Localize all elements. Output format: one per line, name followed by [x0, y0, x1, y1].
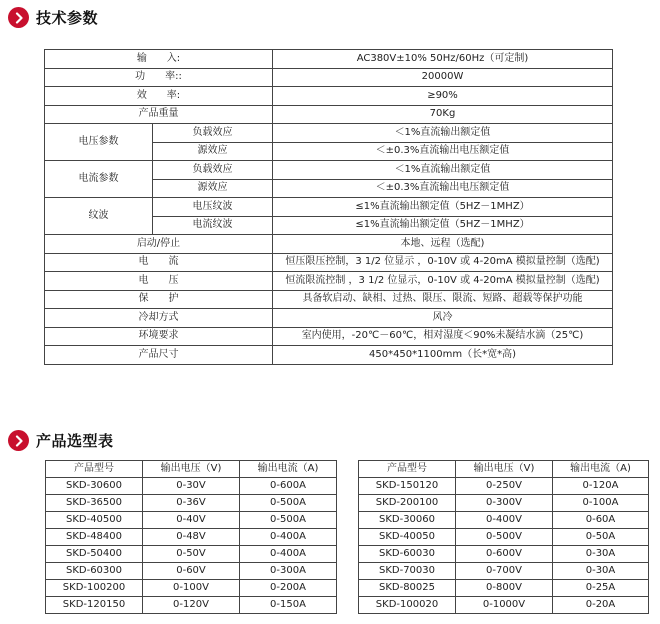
column-header: 输出电压（V) [456, 461, 553, 478]
spec-label: 电 压 [45, 272, 273, 291]
table-header-row [359, 461, 649, 478]
current-cell: 0-200A [240, 580, 337, 597]
spec-value: 室内使用，-20℃－60℃，相对湿度＜90%未凝结水滴（25℃) [273, 327, 613, 346]
model-cell: SKD-100200 [46, 580, 143, 597]
spec-title: 技术参数 [36, 9, 99, 27]
current-cell: 0-50A [553, 529, 649, 546]
spec-value: ≤1%直流输出额定值（5HZ－1MHZ） [273, 198, 613, 217]
spec-label: 效 率: [45, 87, 273, 106]
current-cell: 0-60A [553, 512, 649, 529]
voltage-cell: 0-1000V [456, 597, 553, 614]
voltage-cell: 0-48V [143, 529, 240, 546]
current-cell: 0-400A [240, 546, 337, 563]
spec-label: 冷却方式 [45, 309, 273, 328]
table-row [45, 161, 613, 180]
current-cell: 0-400A [240, 529, 337, 546]
voltage-cell: 0-100V [143, 580, 240, 597]
current-cell: 0-600A [240, 478, 337, 495]
table-row [45, 235, 613, 254]
voltage-cell: 0-36V [143, 495, 240, 512]
model-cell: SKD-30060 [359, 512, 456, 529]
spec-label: 产品重量 [45, 105, 273, 124]
spec-label: 电 流 [45, 253, 273, 272]
current-cell: 0-100A [553, 495, 649, 512]
voltage-cell: 0-40V [143, 512, 240, 529]
model-cell: SKD-36500 [46, 495, 143, 512]
model-cell: SKD-120150 [46, 597, 143, 614]
current-cell: 0-300A [240, 563, 337, 580]
model-cell: SKD-40050 [359, 529, 456, 546]
voltage-cell: 0-30V [143, 478, 240, 495]
spec-value: 20000W [273, 68, 613, 87]
table-row [359, 597, 649, 614]
current-cell: 0-30A [553, 563, 649, 580]
spec-value: 恒压限压控制，3 1/2 位显示 ，0-10V 或 4-20mA 模拟量控制（选配) [273, 253, 613, 272]
voltage-cell: 0-50V [143, 546, 240, 563]
voltage-cell: 0-300V [456, 495, 553, 512]
spec-label: 环境要求 [45, 327, 273, 346]
spec-value: 风冷 [273, 309, 613, 328]
table-row [359, 478, 649, 495]
column-header: 输出电流（A) [553, 461, 649, 478]
table-row [46, 495, 337, 512]
model-cell: SKD-50400 [46, 546, 143, 563]
spec-value: AC380V±10% 50Hz/60Hz（可定制) [273, 50, 613, 69]
sub-label: 电压纹波 [153, 198, 273, 217]
model-cell: SKD-48400 [46, 529, 143, 546]
spec-value: ＜1%直流输出额定值 [273, 161, 613, 180]
table-row [45, 198, 613, 217]
current-cell: 0-20A [553, 597, 649, 614]
chevron-right-icon [8, 7, 29, 28]
table-row [359, 529, 649, 546]
table-row [45, 124, 613, 143]
spec-value: ＜±0.3%直流输出电压额定值 [273, 179, 613, 198]
sub-label: 电流纹波 [153, 216, 273, 235]
voltage-cell: 0-500V [456, 529, 553, 546]
model-cell: SKD-200100 [359, 495, 456, 512]
spec-value: ≤1%直流输出额定值（5HZ－1MHZ） [273, 216, 613, 235]
table-row [46, 597, 337, 614]
table-row [359, 580, 649, 597]
table-row [45, 68, 613, 87]
model-cell: SKD-60300 [46, 563, 143, 580]
sub-label: 源效应 [153, 142, 273, 161]
models-title: 产品选型表 [36, 432, 114, 450]
sub-label: 负载效应 [153, 161, 273, 180]
spec-label: 产品尺寸 [45, 346, 273, 365]
voltage-cell: 0-60V [143, 563, 240, 580]
spec-heading [8, 7, 98, 28]
model-table-left [45, 460, 337, 614]
spec-label: 输 入: [45, 50, 273, 69]
models-heading [8, 430, 114, 451]
spec-value: 本地、远程（选配) [273, 235, 613, 254]
table-header-row [46, 461, 337, 478]
current-cell: 0-500A [240, 512, 337, 529]
voltage-cell: 0-800V [456, 580, 553, 597]
spec-value: ＜±0.3%直流输出电压额定值 [273, 142, 613, 161]
table-row [45, 327, 613, 346]
spec-value: ≥90% [273, 87, 613, 106]
spec-value: 450*450*1100mm（长*宽*高) [273, 346, 613, 365]
table-row [359, 563, 649, 580]
spec-label: 保 护 [45, 290, 273, 309]
group-label: 纹波 [45, 198, 153, 235]
voltage-cell: 0-250V [456, 478, 553, 495]
model-cell: SKD-70030 [359, 563, 456, 580]
spec-value: ＜1%直流输出额定值 [273, 124, 613, 143]
current-cell: 0-25A [553, 580, 649, 597]
column-header: 输出电压（V) [143, 461, 240, 478]
table-row [46, 563, 337, 580]
model-cell: SKD-100020 [359, 597, 456, 614]
table-row [45, 50, 613, 69]
model-cell: SKD-60030 [359, 546, 456, 563]
table-row [359, 512, 649, 529]
model-table-right [358, 460, 649, 614]
table-row [45, 253, 613, 272]
spec-label: 功 率:: [45, 68, 273, 87]
table-row [45, 290, 613, 309]
spec-value: 70Kg [273, 105, 613, 124]
column-header: 输出电流（A) [240, 461, 337, 478]
current-cell: 0-150A [240, 597, 337, 614]
table-row [359, 495, 649, 512]
group-label: 电流参数 [45, 161, 153, 198]
sub-label: 负载效应 [153, 124, 273, 143]
table-row [46, 478, 337, 495]
model-cell: SKD-150120 [359, 478, 456, 495]
model-cell: SKD-30600 [46, 478, 143, 495]
model-cell: SKD-40500 [46, 512, 143, 529]
sub-label: 源效应 [153, 179, 273, 198]
table-row [45, 87, 613, 106]
voltage-cell: 0-600V [456, 546, 553, 563]
table-row [46, 580, 337, 597]
table-row [359, 546, 649, 563]
chevron-right-icon [8, 430, 29, 451]
spec-value: 恒流限流控制 ，3 1/2 位显示，0-10V 或 4-20mA 模拟量控制（选配) [273, 272, 613, 291]
voltage-cell: 0-700V [456, 563, 553, 580]
model-cell: SKD-80025 [359, 580, 456, 597]
current-cell: 0-500A [240, 495, 337, 512]
current-cell: 0-30A [553, 546, 649, 563]
table-row [45, 346, 613, 365]
group-label: 电压参数 [45, 124, 153, 161]
current-cell: 0-120A [553, 478, 649, 495]
spec-table [44, 49, 613, 365]
table-row [45, 272, 613, 291]
spec-value: 具备软启动、缺相、过热、限压、限流、短路、超载等保护功能 [273, 290, 613, 309]
voltage-cell: 0-400V [456, 512, 553, 529]
table-row [46, 512, 337, 529]
column-header: 产品型号 [46, 461, 143, 478]
table-row [46, 546, 337, 563]
table-row [46, 529, 337, 546]
spec-label: 启动/停止 [45, 235, 273, 254]
column-header: 产品型号 [359, 461, 456, 478]
voltage-cell: 0-120V [143, 597, 240, 614]
table-row [45, 105, 613, 124]
table-row [45, 309, 613, 328]
